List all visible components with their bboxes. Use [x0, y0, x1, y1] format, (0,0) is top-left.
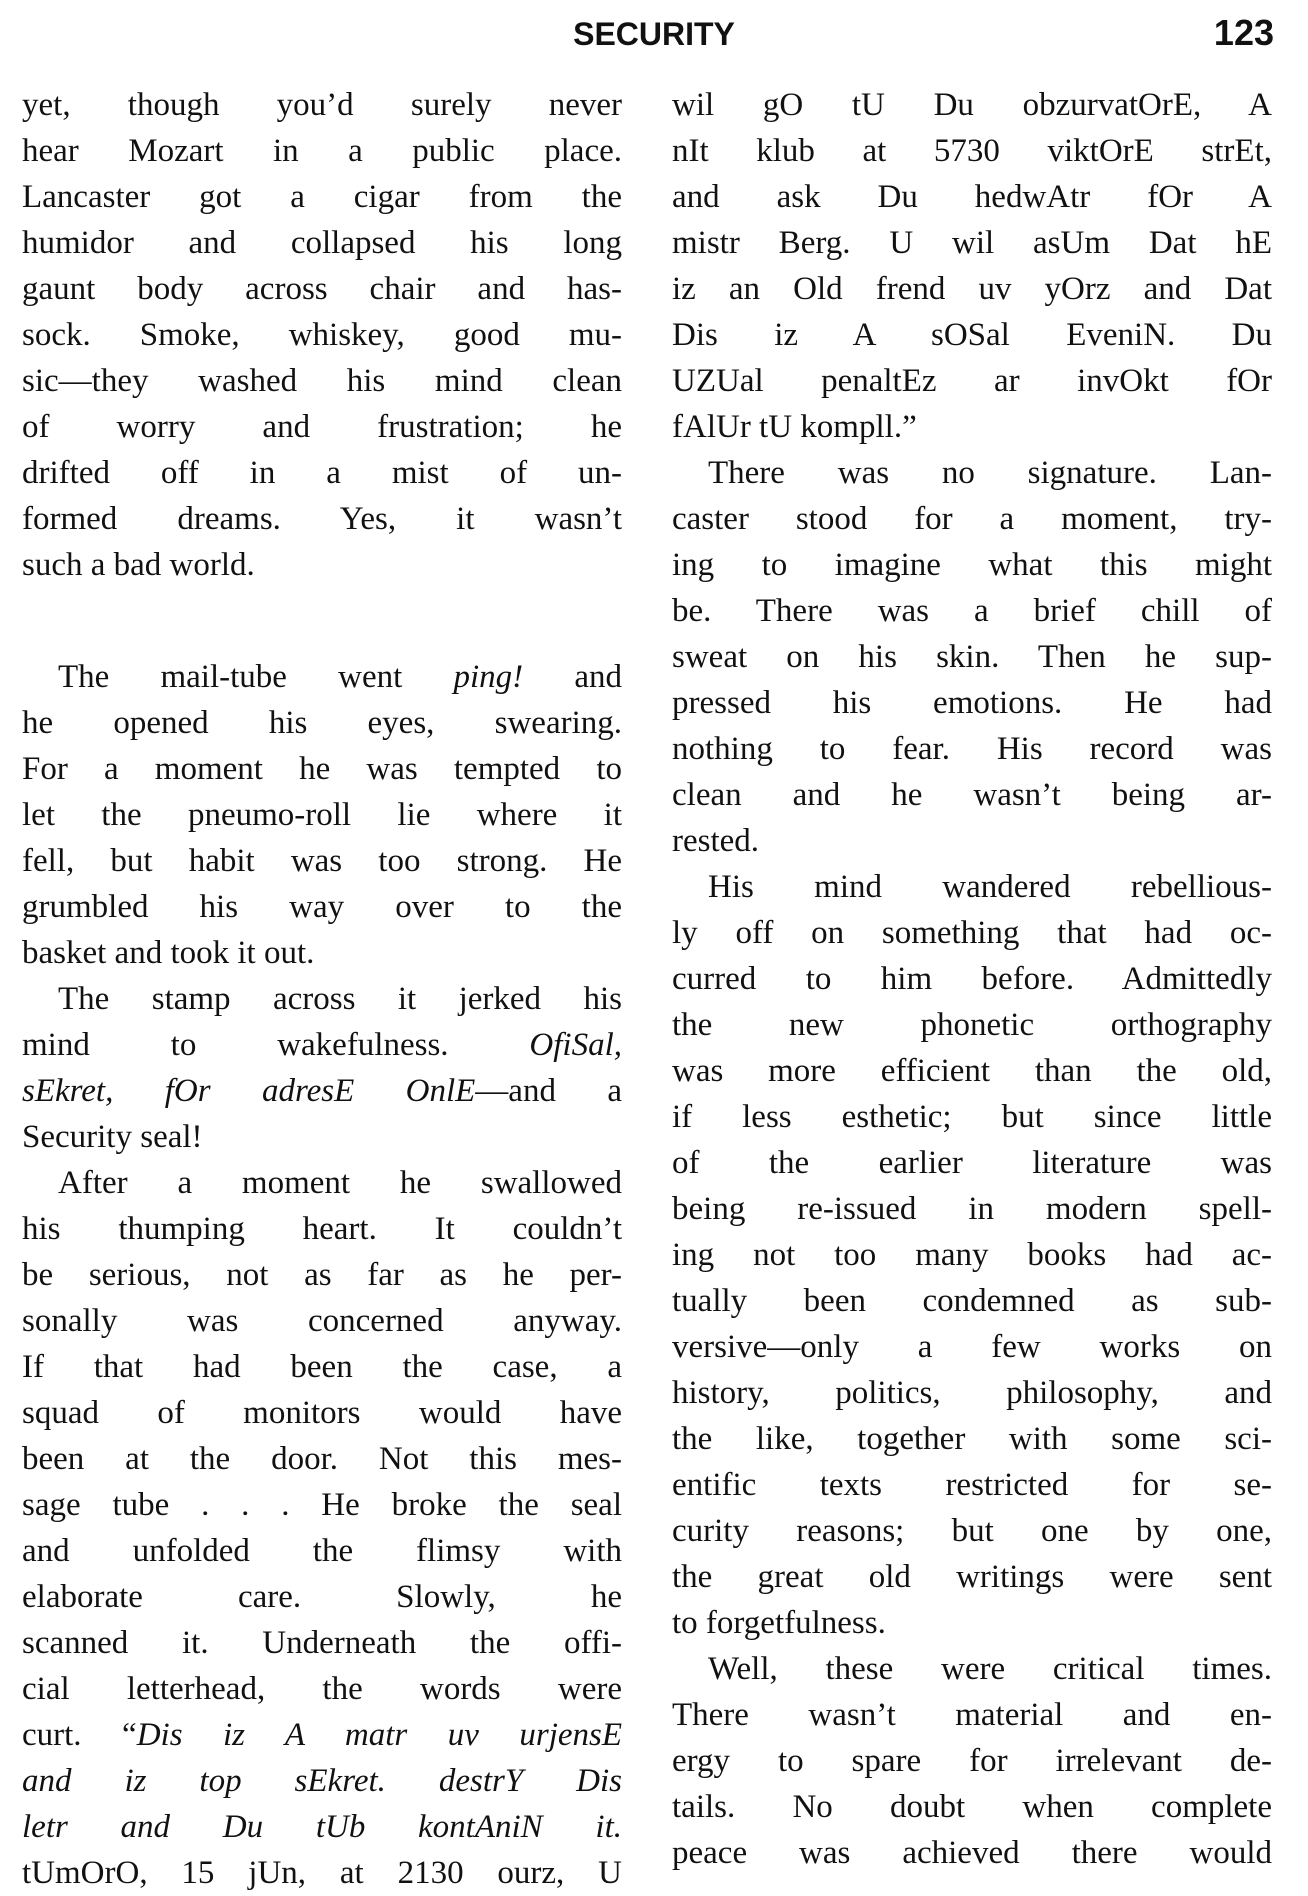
text-line: if less esthetic; but since little — [672, 1099, 1272, 1135]
section-break — [22, 588, 622, 654]
text-line: mistr Berg. U wil asUm Dat hE — [672, 225, 1272, 261]
text-line: and unfolded the flimsy with — [22, 1533, 622, 1569]
text-line: been at the door. Not this mes- — [22, 1441, 622, 1477]
text-line: and iz top sEkret. destrY Dis — [22, 1763, 622, 1799]
text-line: caster stood for a moment, try- — [672, 501, 1272, 537]
text-line: versive—only a few works on — [672, 1329, 1272, 1365]
text-line: his thumping heart. It couldn’t — [22, 1211, 622, 1247]
text-line: let the pneumo-roll lie where it — [22, 797, 622, 833]
text-line: sage tube . . . He broke the seal — [22, 1487, 622, 1523]
text-line: There wasn’t material and en- — [672, 1697, 1272, 1733]
text-line: to forgetfulness. — [672, 1605, 886, 1641]
text-line: sock. Smoke, whiskey, good mu- — [22, 317, 622, 353]
text-line: Well, these were critical times. — [708, 1651, 1272, 1687]
text-line: The stamp across it jerked his — [58, 981, 622, 1017]
text-fragment: curt. “ — [22, 1717, 137, 1753]
text-line — [22, 1022, 622, 1068]
text-line: and ask Du hedwAtr fOr A — [672, 179, 1272, 215]
text-line: After a moment he swallowed — [58, 1165, 622, 1201]
text-line: ergy to spare for irrelevant de- — [672, 1743, 1272, 1779]
text-fragment: and — [574, 659, 622, 695]
running-header: SECURITY — [573, 16, 735, 52]
text-line: sweat on his skin. Then he sup- — [672, 639, 1272, 675]
text-line: pressed his emotions. He had — [672, 685, 1272, 721]
paragraph — [672, 82, 1272, 450]
text-line: humidor and collapsed his long — [22, 225, 622, 261]
text-line: sic—they washed his mind clean — [22, 363, 622, 399]
page-number: 123 — [1213, 12, 1274, 53]
right-column — [672, 82, 1272, 1876]
text-line: the great old writings were sent — [672, 1559, 1272, 1595]
text-line: wil gO tU Du obzurvatOrE, A — [672, 87, 1272, 123]
text-line: gaunt body across chair and has- — [22, 271, 622, 307]
paragraph — [672, 450, 1272, 864]
text-line: nIt klub at 5730 viktOrE strEt, — [672, 133, 1272, 169]
paragraph — [672, 1646, 1272, 1876]
text-line: If that had been the case, a — [22, 1349, 622, 1385]
text-line: tually been condemned as sub- — [672, 1283, 1272, 1319]
text-line: scanned it. Underneath the offi- — [22, 1625, 622, 1661]
text-line: be serious, not as far as he per- — [22, 1257, 622, 1293]
text-line: Security seal! — [22, 1119, 203, 1155]
text-line: elaborate care. Slowly, he — [22, 1579, 622, 1615]
text-line: such a bad world. — [22, 547, 255, 583]
text-line: history, politics, philosophy, and — [672, 1375, 1272, 1411]
text-line: Dis iz A sOSal EveniN. Du — [672, 317, 1272, 353]
text-line: There was no signature. Lan- — [708, 455, 1272, 491]
text-line — [22, 654, 622, 700]
text-line: drifted off in a mist of un- — [22, 455, 622, 491]
text-line: His mind wandered rebellious- — [708, 869, 1272, 905]
text-line: Lancaster got a cigar from the — [22, 179, 622, 215]
paragraph — [22, 654, 622, 976]
text-line: rested. — [672, 823, 760, 859]
text-line: ly off on something that had oc- — [672, 915, 1272, 951]
text-line: be. There was a brief chill of — [672, 593, 1272, 629]
text-line: ing not too many books had ac- — [672, 1237, 1272, 1273]
text-line: nothing to fear. His record was — [672, 731, 1272, 767]
text-line: he opened his eyes, swearing. — [22, 705, 622, 741]
text-fragment: sEkret, fOr adresE OnlE — [22, 1073, 476, 1109]
left-column — [22, 82, 622, 1896]
text-line: hear Mozart in a public place. — [22, 133, 622, 169]
text-line: curity reasons; but one by one, — [672, 1513, 1272, 1549]
text-line: fell, but habit was too strong. He — [22, 843, 622, 879]
text-line: of worry and frustration; he — [22, 409, 622, 445]
text-line: being re-issued in modern spell- — [672, 1191, 1272, 1227]
text-line: fAlUr tU kompll.” — [672, 409, 917, 445]
text-fragment: ping! — [453, 659, 524, 695]
paragraph — [22, 82, 622, 588]
paragraph — [22, 976, 622, 1160]
text-line: basket and took it out. — [22, 935, 315, 971]
text-line: sonally was concerned anyway. — [22, 1303, 622, 1339]
text-line: For a moment he was tempted to — [22, 751, 622, 787]
text-fragment: —and a — [475, 1073, 622, 1109]
text-line: curred to him before. Admittedly — [672, 961, 1272, 997]
text-line: ing to imagine what this might — [672, 547, 1272, 583]
text-line: cial letterhead, the words were — [22, 1671, 622, 1707]
text-line: the new phonetic orthography — [672, 1007, 1272, 1043]
text-line: squad of monitors would have — [22, 1395, 622, 1431]
text-line: letr and Du tUb kontAniN it. — [22, 1809, 622, 1845]
text-line: yet, though you’d surely never — [22, 87, 622, 123]
paragraph — [22, 1160, 622, 1896]
text-line — [22, 1712, 622, 1758]
paragraph — [672, 864, 1272, 1646]
text-fragment: OfiSal, — [529, 1027, 622, 1063]
text-line: entific texts restricted for se- — [672, 1467, 1272, 1503]
text-line: of the earlier literature was — [672, 1145, 1272, 1181]
text-line: tUmOrO, 15 jUn, at 2130 ourz, U — [22, 1855, 622, 1891]
text-line: tails. No doubt when complete — [672, 1789, 1272, 1825]
text-line: UZUal penaltEz ar invOkt fOr — [672, 363, 1272, 399]
text-line: iz an Old frend uv yOrz and Dat — [672, 271, 1272, 307]
text-fragment: Dis iz A matr uv urjensE — [136, 1717, 623, 1753]
text-fragment: mind to wakefulness. — [22, 1027, 449, 1063]
text-line: formed dreams. Yes, it wasn’t — [22, 501, 622, 537]
text-line — [22, 1068, 622, 1114]
text-line: was more efficient than the old, — [672, 1053, 1272, 1089]
text-line: peace was achieved there would — [672, 1835, 1272, 1871]
text-line: the like, together with some sci- — [672, 1421, 1272, 1457]
text-line: clean and he wasn’t being ar- — [672, 777, 1272, 813]
text-fragment: The mail-tube went — [58, 659, 403, 695]
text-line: grumbled his way over to the — [22, 889, 622, 925]
